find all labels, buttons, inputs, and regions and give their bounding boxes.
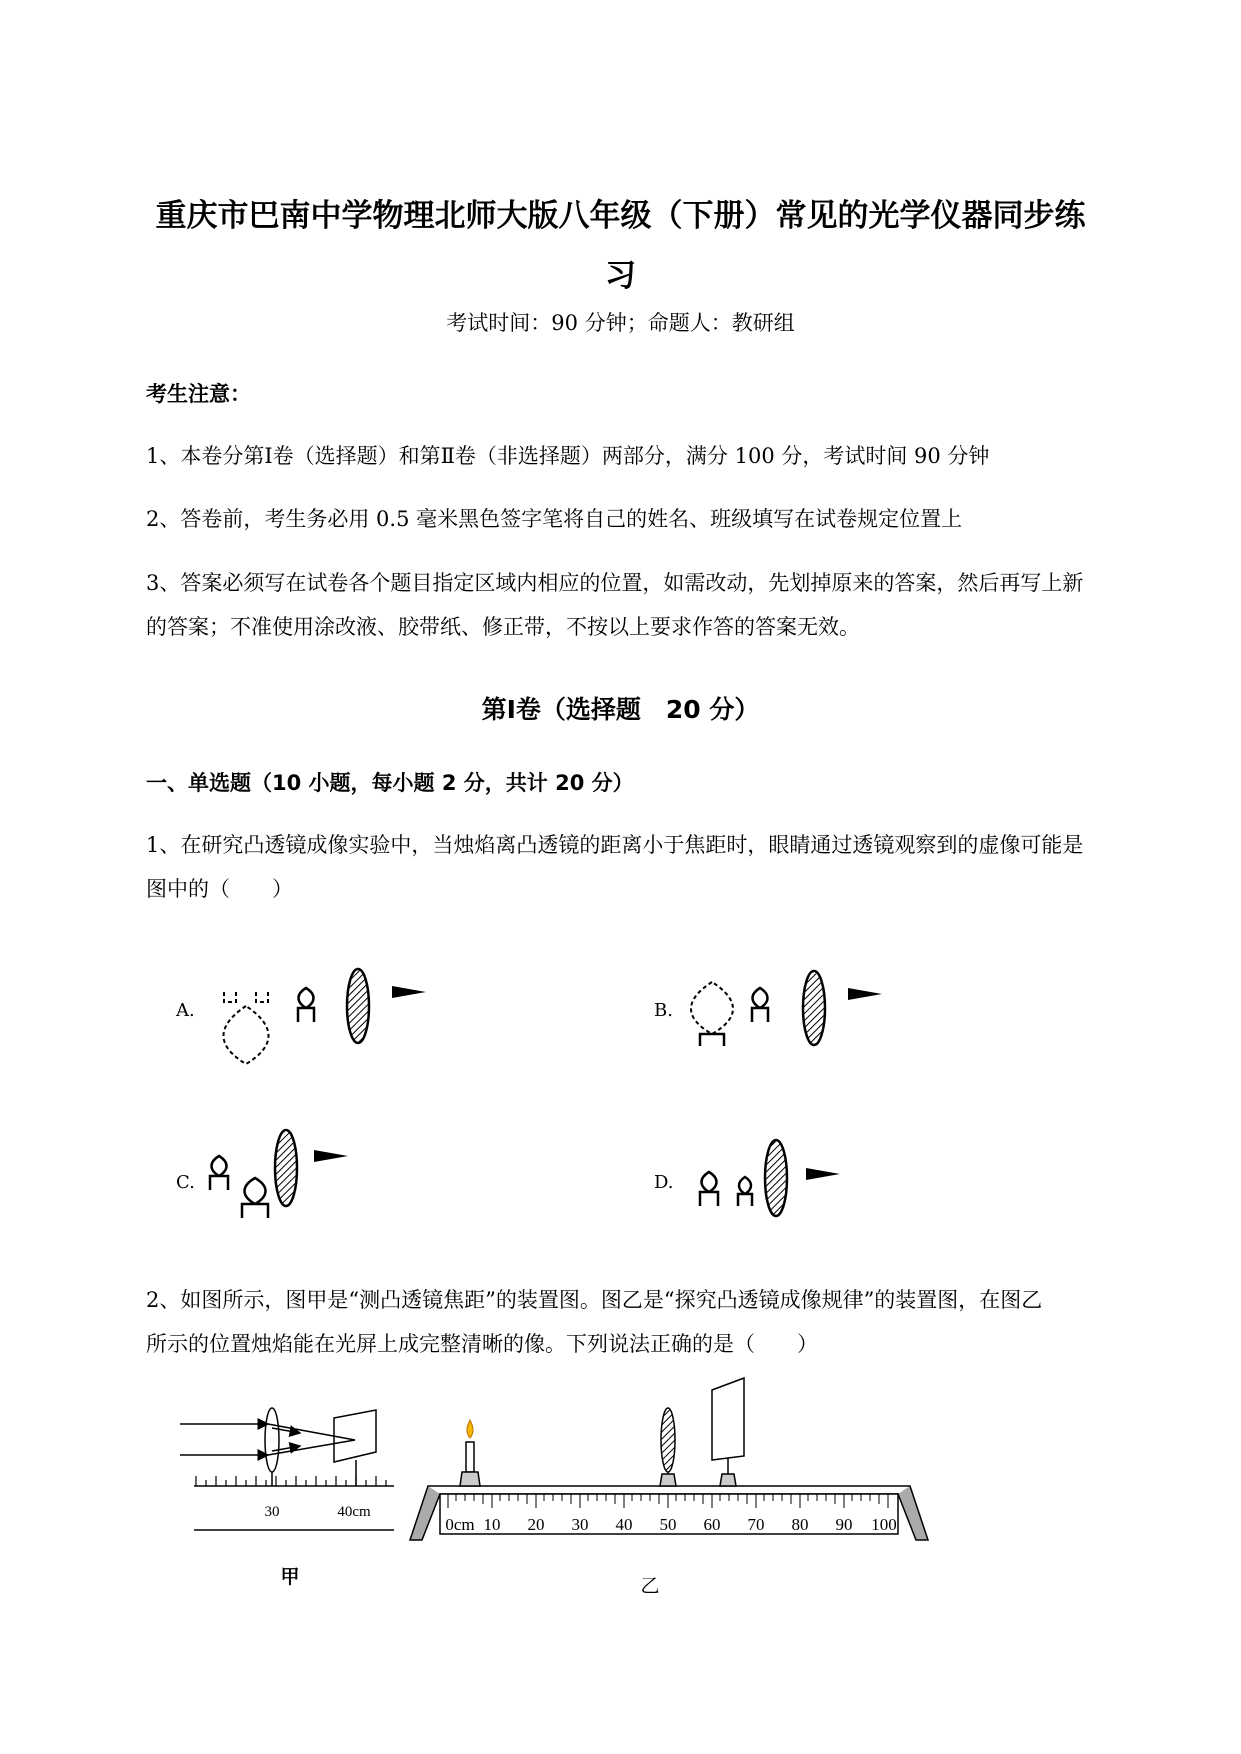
option-a-figure [224, 969, 427, 1064]
lens [660, 1408, 676, 1486]
ruler-jia-tick-30: 30 [264, 1504, 280, 1520]
notice-heading: 考生注意： [146, 382, 251, 406]
section-title: 第Ⅰ卷（选择题 20 分） [481, 695, 760, 724]
notice-item-2: 2、答卷前，考生务必用 0.5 毫米黑色签字笔将自己的姓名、班级填写在试卷规定位置上 [146, 507, 963, 531]
option-b-label: B. [654, 1000, 673, 1021]
question-2-text-continued: 所示的位置烛焰能在光屏上成完整清晰的像。下列说法正确的是（ ） [146, 1332, 818, 1356]
ruler-yi-tick-20: 20 [527, 1515, 545, 1534]
notice-item-3: 3、答案必须写在试卷各个题目指定区域内相应的位置，如需改动，先划掉原来的答案，然后再写上新 [146, 571, 1084, 595]
ruler-yi-tick-50: 50 [659, 1515, 677, 1534]
ruler-yi-tick-30: 30 [571, 1515, 589, 1534]
question-1-text-continued: 图中的（ ） [146, 877, 293, 901]
part-heading: 一、单选题（10 小题，每小题 2 分，共计 20 分） [146, 771, 634, 795]
ruler-yi-tick-40: 40 [615, 1515, 633, 1534]
ruler-yi-tick-0: 0cm [445, 1515, 475, 1534]
light-screen [712, 1378, 744, 1486]
option-d-label: D. [654, 1172, 674, 1193]
figure-jia-caption: 甲 [280, 1566, 300, 1588]
page-title: 重庆市巴南中学物理北师大版八年级（下册）常见的光学仪器同步练 [155, 198, 1086, 234]
ruler-jia-ticks [196, 1476, 386, 1486]
option-c-figure [210, 1130, 348, 1218]
ruler-yi-tick-10: 10 [483, 1515, 501, 1534]
ruler-yi-tick-100: 100 [871, 1515, 897, 1534]
option-a-label: A. [176, 1000, 195, 1021]
figure-yi [410, 1378, 928, 1597]
ruler-yi-tick-80: 80 [791, 1515, 809, 1534]
exam-meta: 考试时间：90 分钟；命题人：教研组 [446, 311, 795, 335]
ruler-yi-tick-60: 60 [703, 1515, 721, 1534]
notice-item-1: 1、本卷分第Ⅰ卷（选择题）和第Ⅱ卷（非选择题）两部分，满分 100 分，考试时间 90 分钟 [146, 444, 990, 468]
figure-jia [180, 1408, 394, 1588]
option-b-figure [691, 971, 882, 1046]
figure-yi-caption: 乙 [640, 1575, 660, 1597]
page-title-continued: 习 [605, 258, 636, 294]
question-2-text: 2、如图所示，图甲是“测凸透镜焦距”的装置图。图乙是“探究凸透镜成像规律”的装置图，在图乙 [146, 1288, 1043, 1312]
option-d-figure [700, 1140, 840, 1216]
notice-item-3-continued: 的答案；不准使用涂改液、胶带纸、修正带，不按以上要求作答的答案无效。 [146, 615, 860, 639]
ruler-yi-tick-90: 90 [835, 1515, 853, 1534]
question-1-text: 1、在研究凸透镜成像实验中，当烛焰离凸透镜的距离小于焦距时，眼睛通过透镜观察到的虚像可能是 [146, 833, 1084, 857]
candle [460, 1420, 480, 1486]
option-c-label: C. [176, 1172, 195, 1193]
ruler-jia-tick-40: 40cm [337, 1504, 371, 1520]
ruler-yi-tick-70: 70 [747, 1515, 765, 1534]
